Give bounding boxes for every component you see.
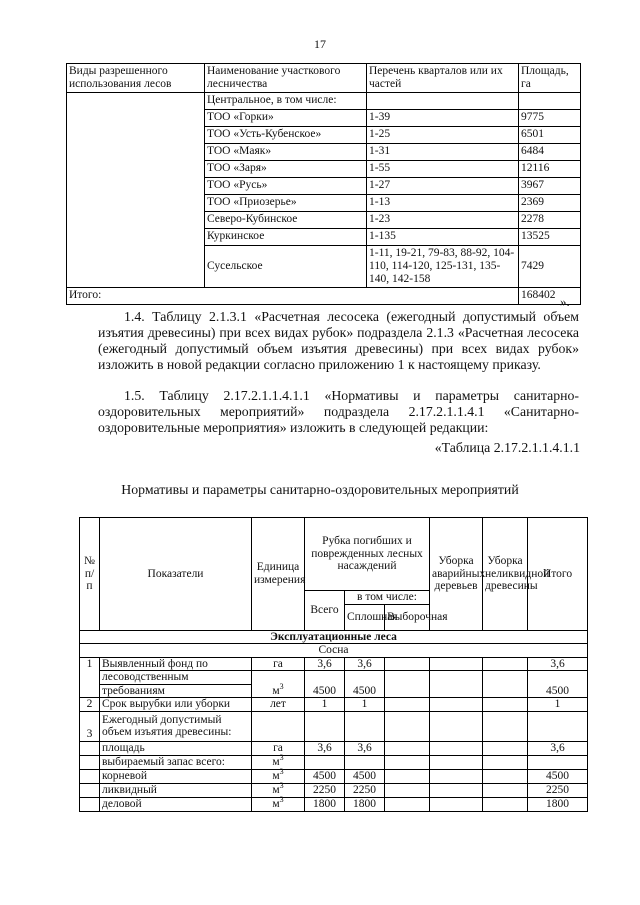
value-illiquid bbox=[483, 671, 528, 698]
unit: $м^3$ bbox=[252, 671, 305, 698]
row-label: деловой bbox=[100, 797, 252, 811]
forestry-name: Северо-Кубинское bbox=[205, 212, 367, 229]
forestry-name: Сусельское bbox=[205, 246, 367, 288]
table-row bbox=[80, 755, 588, 769]
value-all: 3,6 bbox=[305, 741, 345, 755]
header-use-type: Виды разрешенного использования лесов bbox=[67, 64, 205, 93]
value-sum: 4500 bbox=[528, 671, 588, 698]
unit: $м^3$ bbox=[252, 783, 305, 797]
value-all: 4500 bbox=[305, 769, 345, 783]
value-select bbox=[385, 698, 430, 712]
unit: $м^3$ bbox=[252, 769, 305, 783]
row-label: выбираемый запас всего: bbox=[100, 755, 252, 769]
value-all: 4500 bbox=[305, 671, 345, 698]
quarters: 1-55 bbox=[367, 161, 519, 178]
header-indicators: Показатели bbox=[100, 518, 252, 631]
row-label: лесоводственным bbox=[100, 671, 252, 685]
value-clear: 4500 bbox=[345, 769, 385, 783]
quarters: 1-39 bbox=[367, 110, 519, 127]
value-sum: 3,6 bbox=[528, 741, 588, 755]
value-clear: 3,6 bbox=[345, 741, 385, 755]
value-emergency bbox=[430, 698, 483, 712]
row-label: площадь bbox=[100, 741, 252, 755]
header-incl: в том числе: bbox=[345, 591, 430, 605]
value-sum: 3,6 bbox=[528, 657, 588, 671]
row-label: ликвидный bbox=[100, 783, 252, 797]
area: 13525 bbox=[519, 229, 581, 246]
value-clear: 1800 bbox=[345, 797, 385, 811]
row-num: 2 bbox=[80, 698, 100, 712]
unit: га bbox=[252, 657, 305, 671]
value-select bbox=[385, 657, 430, 671]
header-area: Площадь, га bbox=[519, 64, 581, 93]
forestry-name: ТОО «Усть-Кубенское» bbox=[205, 127, 367, 144]
table-row bbox=[80, 711, 588, 741]
header-forestry-name: Наименование участкового лесничества bbox=[205, 64, 367, 93]
area: 7429 bbox=[519, 246, 581, 288]
unit: $м^3$ bbox=[252, 797, 305, 811]
forestry-name: ТОО «Горки» bbox=[205, 110, 367, 127]
value-clear: 1 bbox=[345, 698, 385, 712]
value-emergency bbox=[430, 657, 483, 671]
header-emergency: Уборка аварийных деревьев bbox=[430, 518, 483, 631]
header-total-all: Всего bbox=[305, 591, 345, 631]
total-row bbox=[67, 288, 581, 305]
paragraph-1-4: 1.4. Таблицу 2.1.3.1 «Расчетная лесосека (ежегодный допустимый объем изъятия древесины) при всех видах рубок» подраздела 2.1.3 «Расчетная лесосека (ежегодный допустимый объем изъятия древесины) при всех видах рубок» изложить в новой редакции согласно приложению 1 к настоящему приказу. bbox=[98, 309, 579, 372]
value-select bbox=[385, 671, 430, 698]
row-label: Выявленный фонд по bbox=[100, 657, 252, 671]
total-area: 168402 bbox=[519, 288, 581, 305]
use-type-cell bbox=[67, 93, 205, 288]
quote-end: ». bbox=[560, 294, 570, 309]
header-illiquid: Уборка неликвидной древесины bbox=[483, 518, 528, 631]
forestry-name: ТОО «Маяк» bbox=[205, 144, 367, 161]
forestry-name: ТОО «Заря» bbox=[205, 161, 367, 178]
paragraph-1-5: 1.5. Таблицу 2.17.2.1.1.4.1.1 «Нормативы и параметры санитарно-оздоровительных мероприятий» подраздела 2.17.2.1.1.4.1 «Санитарно-оздоровительные мероприятия» изложить в следующей редакции: bbox=[98, 388, 579, 435]
total-label: Итого: bbox=[67, 288, 519, 305]
row-label: корневой bbox=[100, 769, 252, 783]
table-row bbox=[80, 769, 588, 783]
value-clear: 3,6 bbox=[345, 657, 385, 671]
unit: лет bbox=[252, 698, 305, 712]
value-all: 1800 bbox=[305, 797, 345, 811]
table-row bbox=[67, 93, 581, 110]
area bbox=[519, 93, 581, 110]
header-select: Выборочная bbox=[385, 604, 430, 630]
table-row bbox=[80, 657, 588, 671]
quarters bbox=[367, 93, 519, 110]
value-clear: 2250 bbox=[345, 783, 385, 797]
row-num: 1 bbox=[80, 657, 100, 698]
value-all: 2250 bbox=[305, 783, 345, 797]
value-illiquid bbox=[483, 698, 528, 712]
forestry-name: Центральное, в том числе: bbox=[205, 93, 367, 110]
value-emergency bbox=[430, 671, 483, 698]
forestry-name: Куркинское bbox=[205, 229, 367, 246]
area: 6501 bbox=[519, 127, 581, 144]
header-clear: Сплошная bbox=[345, 604, 385, 630]
area: 2278 bbox=[519, 212, 581, 229]
forestry-name: ТОО «Русь» bbox=[205, 178, 367, 195]
value-sum: 1 bbox=[528, 698, 588, 712]
header-sum: Итого bbox=[528, 518, 588, 631]
quarters: 1-135 bbox=[367, 229, 519, 246]
table-reference: «Таблица 2.17.2.1.1.4.1.1 bbox=[434, 440, 580, 455]
table-header-row bbox=[67, 64, 581, 93]
value-sum: 1800 bbox=[528, 797, 588, 811]
quarters: 1-13 bbox=[367, 195, 519, 212]
value-all: 3,6 bbox=[305, 657, 345, 671]
table-title: Нормативы и параметры санитарно-оздоровительных мероприятий bbox=[121, 482, 519, 497]
quarters: 1-27 bbox=[367, 178, 519, 195]
area: 9775 bbox=[519, 110, 581, 127]
table-row bbox=[80, 671, 588, 685]
species-row bbox=[80, 644, 588, 658]
quarters: 1-23 bbox=[367, 212, 519, 229]
quarters: 1-31 bbox=[367, 144, 519, 161]
species-title: Сосна bbox=[80, 644, 588, 658]
area: 12116 bbox=[519, 161, 581, 178]
forest-areas-table bbox=[66, 63, 581, 305]
table-row bbox=[80, 741, 588, 755]
value-sum: 2250 bbox=[528, 783, 588, 797]
header-num: № п/п bbox=[80, 518, 100, 631]
page-number: 17 bbox=[314, 37, 326, 51]
area: 3967 bbox=[519, 178, 581, 195]
quarters: 1-25 bbox=[367, 127, 519, 144]
table-row bbox=[80, 797, 588, 811]
table-header-row bbox=[80, 518, 588, 591]
row-num: 3 bbox=[80, 711, 100, 741]
value-clear: 4500 bbox=[345, 671, 385, 698]
row-label: Срок вырубки или уборки bbox=[100, 698, 252, 712]
quarters: 1-11, 19-21, 79-83, 88-92, 104-110, 114-120, 125-131, 135-140, 142-158 bbox=[367, 246, 519, 288]
area: 6484 bbox=[519, 144, 581, 161]
area: 2369 bbox=[519, 195, 581, 212]
value-illiquid bbox=[483, 657, 528, 671]
section-row bbox=[80, 630, 588, 644]
unit: га bbox=[252, 741, 305, 755]
row-label: требованиям bbox=[100, 684, 252, 698]
header-quarters: Перечень кварталов или их частей bbox=[367, 64, 519, 93]
sanitary-measures-table bbox=[79, 517, 588, 812]
section-title: Эксплуатационные леса bbox=[80, 630, 588, 644]
value-all: 1 bbox=[305, 698, 345, 712]
unit: $м^3$ bbox=[252, 755, 305, 769]
table-row bbox=[80, 698, 588, 712]
table-row bbox=[80, 783, 588, 797]
row-label: Ежегодный допустимый объем изъятия древесины: bbox=[100, 711, 252, 741]
value-sum: 4500 bbox=[528, 769, 588, 783]
header-felling: Рубка погибших и поврежденных лесных насаждений bbox=[305, 518, 430, 591]
header-unit: Единица измерения bbox=[252, 518, 305, 631]
forestry-name: ТОО «Приозерье» bbox=[205, 195, 367, 212]
